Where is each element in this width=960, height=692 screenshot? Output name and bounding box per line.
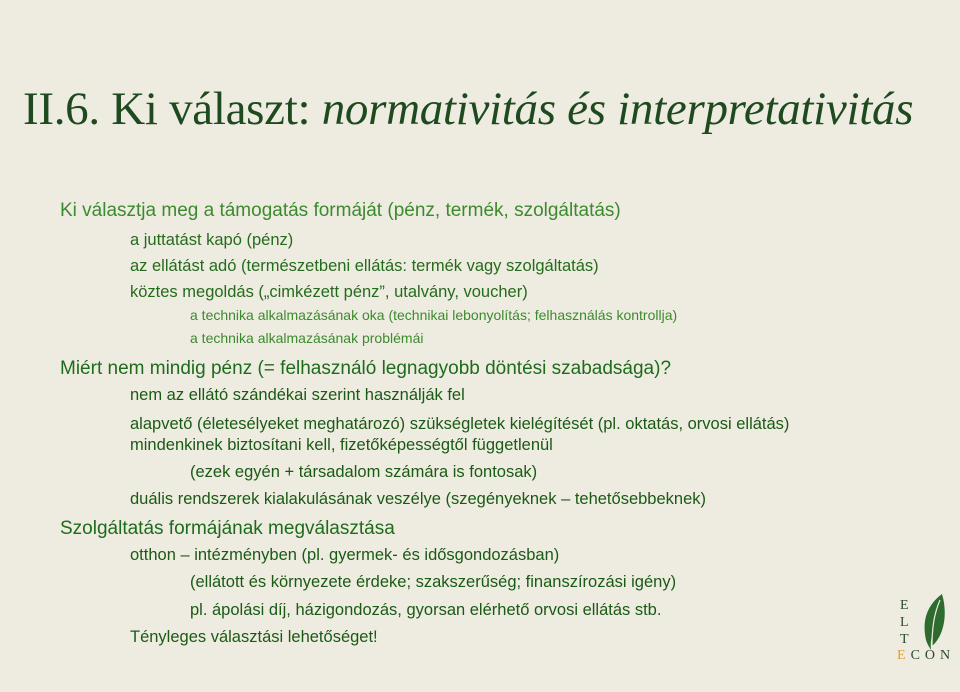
text-line-13: Szolgáltatás formájának megválasztása — [60, 518, 395, 539]
text-line-4: köztes megoldás („cimkézett pénz”, utalvány, voucher) — [130, 283, 528, 301]
title-italic: normativitás és interpretativitás — [321, 83, 914, 135]
text-line-5: a technika alkalmazásának oka (technikai lebonyolítás; felhasználás kontrollja) — [190, 307, 678, 323]
leaf-icon — [920, 592, 948, 652]
logo-letter-t: T — [900, 632, 909, 647]
text-line-9: alapvető (életesélyeket meghatározó) szükségletek kielégítését (pl. oktatás, orvosi ellátás) — [130, 415, 790, 433]
text-line-1: Ki választja meg a támogatás formáját (pénz, termék, szolgáltatás) — [60, 200, 621, 221]
text-line-15: (ellátott és környezete érdeke; szakszerűség; finanszírozási igény) — [190, 573, 677, 591]
logo-econ-first: E — [897, 648, 911, 663]
slide-title — [23, 82, 913, 136]
text-line-12: duális rendszerek kialakulásának veszélye (szegényeknek – tehetősebbeknek) — [130, 490, 707, 508]
title-prefix: II.6. Ki választ: — [23, 83, 322, 135]
elte-econ-logo — [890, 592, 960, 692]
text-line-3: az ellátást adó (természetbeni ellátás: termék vagy szolgáltatás) — [130, 257, 599, 275]
text-line-17: Tényleges választási lehetőséget! — [130, 628, 378, 646]
text-line-8: nem az ellátó szándékai szerint használják fel — [130, 386, 465, 404]
logo-letter-l: L — [900, 615, 909, 630]
text-line-6: a technika alkalmazásának problémái — [190, 330, 424, 346]
text-line-2: a juttatást kapó (pénz) — [130, 231, 294, 249]
text-line-16: pl. ápolási díj, házigondozás, gyorsan elérhető orvosi ellátás stb. — [190, 601, 662, 619]
logo-letter-e: E — [900, 598, 909, 613]
text-line-11: (ezek egyén + társadalom számára is fontosak) — [190, 463, 538, 481]
text-line-7: Miért nem mindig pénz (= felhasználó legnagyobb döntési szabadsága)? — [60, 358, 672, 379]
text-line-14: otthon – intézményben (pl. gyermek- és idősgondozásban) — [130, 546, 560, 564]
text-line-10: mindenkinek biztosítani kell, fizetőképességtől függetlenül — [130, 436, 553, 454]
logo-econ-rest: CON — [910, 648, 956, 663]
